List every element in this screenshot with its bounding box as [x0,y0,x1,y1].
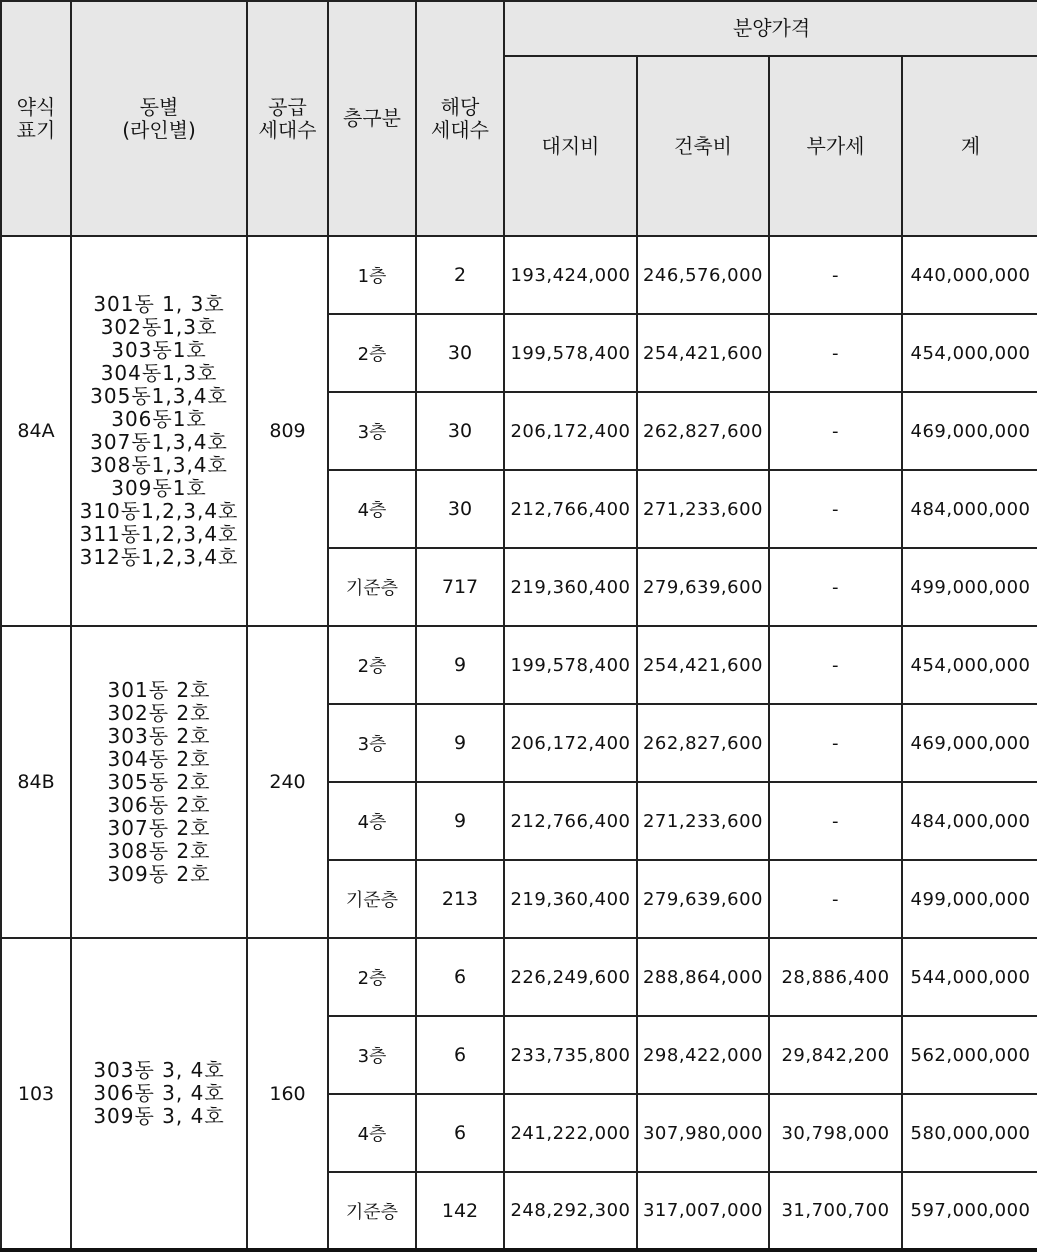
floor-cell: 3층 [328,704,416,782]
dong-cell: 301동 2호 302동 2호 303동 2호 304동 2호 305동 2호 306동 2호 307동 2호 308동 2호 309동 2호 [71,626,247,938]
total-cell: 580,000,000 [902,1094,1037,1172]
total-cell: 597,000,000 [902,1172,1037,1250]
table-body [1,236,1037,1250]
building-cell: 271,233,600 [637,782,769,860]
supply-cell: 809 [247,236,328,626]
floor-cell: 4층 [328,782,416,860]
vat-cell: - [769,548,902,626]
land-cell: 206,172,400 [504,392,637,470]
units-cell: 30 [416,470,504,548]
units-cell: 9 [416,704,504,782]
land-cell: 212,766,400 [504,470,637,548]
dong-cell: 303동 3, 4호 306동 3, 4호 309동 3, 4호 [71,938,247,1250]
floor-cell: 2층 [328,626,416,704]
vat-cell: - [769,470,902,548]
building-cell: 279,639,600 [637,548,769,626]
building-cell: 271,233,600 [637,470,769,548]
header-abbr: 약식 표기 [1,1,71,236]
building-cell: 288,864,000 [637,938,769,1016]
units-cell: 9 [416,626,504,704]
header-building: 건축비 [637,56,769,236]
building-cell: 246,576,000 [637,236,769,314]
units-cell: 30 [416,314,504,392]
units-cell: 142 [416,1172,504,1250]
land-cell: 226,249,600 [504,938,637,1016]
total-cell: 484,000,000 [902,470,1037,548]
floor-cell: 4층 [328,1094,416,1172]
building-cell: 262,827,600 [637,392,769,470]
units-cell: 6 [416,1094,504,1172]
supply-cell: 160 [247,938,328,1250]
building-cell: 317,007,000 [637,1172,769,1250]
total-cell: 562,000,000 [902,1016,1037,1094]
vat-cell: 30,798,000 [769,1094,902,1172]
total-cell: 454,000,000 [902,626,1037,704]
total-cell: 499,000,000 [902,860,1037,938]
land-cell: 199,578,400 [504,314,637,392]
building-cell: 254,421,600 [637,314,769,392]
header-land: 대지비 [504,56,637,236]
total-cell: 499,000,000 [902,548,1037,626]
header-price-group: 분양가격 [504,1,1037,56]
vat-cell: 29,842,200 [769,1016,902,1094]
land-cell: 206,172,400 [504,704,637,782]
vat-cell: - [769,236,902,314]
abbr-cell: 84B [1,626,71,938]
land-cell: 248,292,300 [504,1172,637,1250]
table-row [1,626,1037,704]
vat-cell: - [769,782,902,860]
floor-cell: 기준층 [328,1172,416,1250]
header-floor: 층구분 [328,1,416,236]
units-cell: 6 [416,1016,504,1094]
land-cell: 241,222,000 [504,1094,637,1172]
units-cell: 9 [416,782,504,860]
land-cell: 212,766,400 [504,782,637,860]
land-cell: 219,360,400 [504,860,637,938]
land-cell: 199,578,400 [504,626,637,704]
floor-cell: 기준층 [328,860,416,938]
floor-cell: 2층 [328,938,416,1016]
supply-cell: 240 [247,626,328,938]
table-row [1,938,1037,1016]
floor-cell: 2층 [328,314,416,392]
building-cell: 262,827,600 [637,704,769,782]
units-cell: 30 [416,392,504,470]
floor-cell: 4층 [328,470,416,548]
total-cell: 440,000,000 [902,236,1037,314]
units-cell: 717 [416,548,504,626]
units-cell: 213 [416,860,504,938]
vat-cell: - [769,860,902,938]
building-cell: 254,421,600 [637,626,769,704]
floor-cell: 3층 [328,1016,416,1094]
vat-cell: - [769,392,902,470]
table-row [1,236,1037,314]
building-cell: 279,639,600 [637,860,769,938]
building-cell: 307,980,000 [637,1094,769,1172]
header-units: 해당 세대수 [416,1,504,236]
abbr-cell: 103 [1,938,71,1250]
header-dong: 동별 (라인별) [71,1,247,236]
floor-cell: 기준층 [328,548,416,626]
total-cell: 454,000,000 [902,314,1037,392]
total-cell: 469,000,000 [902,704,1037,782]
abbr-cell: 84A [1,236,71,626]
units-cell: 6 [416,938,504,1016]
header-total: 계 [902,56,1037,236]
vat-cell: - [769,314,902,392]
dong-cell: 301동 1, 3호 302동1,3호 303동1호 304동1,3호 305동1,3,4호 306동1호 307동1,3,4호 308동1,3,4호 309동1호 310동1,2,3,4호 311동1,2,3,4호 312동1,2,3,4호 [71,236,247,626]
floor-cell: 1층 [328,236,416,314]
header-supply: 공급 세대수 [247,1,328,236]
vat-cell: 31,700,700 [769,1172,902,1250]
vat-cell: - [769,626,902,704]
vat-cell: 28,886,400 [769,938,902,1016]
land-cell: 193,424,000 [504,236,637,314]
land-cell: 219,360,400 [504,548,637,626]
total-cell: 484,000,000 [902,782,1037,860]
header-vat: 부가세 [769,56,902,236]
total-cell: 469,000,000 [902,392,1037,470]
units-cell: 2 [416,236,504,314]
floor-cell: 3층 [328,392,416,470]
total-cell: 544,000,000 [902,938,1037,1016]
land-cell: 233,735,800 [504,1016,637,1094]
vat-cell: - [769,704,902,782]
building-cell: 298,422,000 [637,1016,769,1094]
